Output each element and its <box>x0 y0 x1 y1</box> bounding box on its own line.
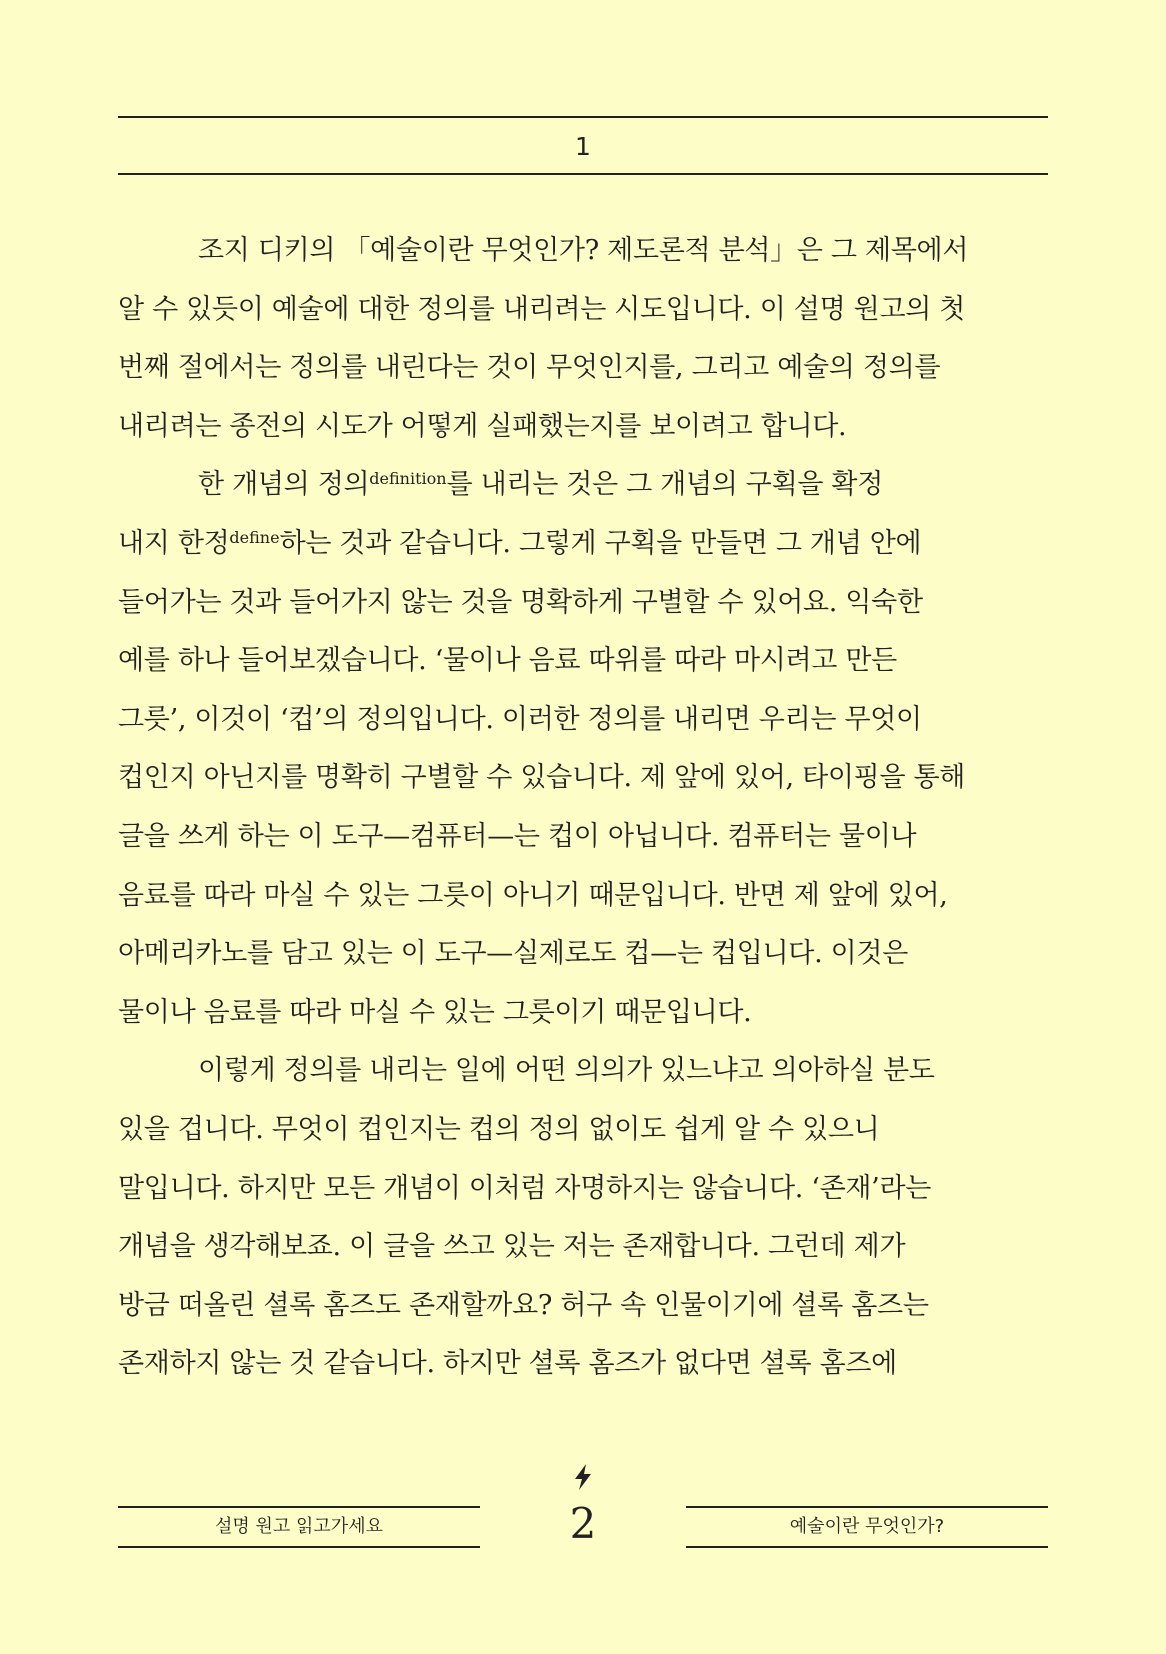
paragraph-line: 있을 겁니다. 무엇이 컵인지는 컵의 정의 없이도 쉽게 알 수 있으니 <box>118 1113 880 1145</box>
paragraph-line: 말입니다. 하지만 모든 개념이 이처럼 자명하지는 않습니다. ‘존재’라는 <box>118 1172 932 1204</box>
body-text <box>118 222 1048 1394</box>
paragraph-line: 존재하지 않는 것 같습니다. 하지만 셜록 홈즈가 없다면 셜록 홈즈에 <box>118 1348 897 1380</box>
paragraph-line: 예를 하나 들어보겠습니다. ‘물이나 음료 따위를 따라 마시려고 만든 <box>118 645 897 677</box>
footer-right-title: 예술이란 무엇인가? <box>686 1506 1048 1548</box>
paragraph-line: 아메리카노를 담고 있는 이 도구—실제로도 컵—는 컵입니다. 이것은 <box>118 938 908 970</box>
paragraph-line: 개념을 생각해보죠. 이 글을 쓰고 있는 저는 존재합니다. 그런데 제가 <box>118 1231 906 1263</box>
paragraph-line: 내리려는 종전의 시도가 어떻게 실패했는지를 보이려고 합니다. <box>118 410 847 442</box>
paragraph-line: 컵인지 아닌지를 명확히 구별할 수 있습니다. 제 앞에 있어, 타이핑을 통해 <box>118 762 966 794</box>
paragraph-2 <box>118 456 1048 1042</box>
paragraph-line: 그릇’, 이것이 ‘컵’의 정의입니다. 이러한 정의를 내리면 우리는 무엇이 <box>118 703 922 735</box>
text-run: 한 개념의 정의 <box>198 469 370 501</box>
paragraph-line <box>118 515 1048 574</box>
term-definition: definition <box>369 469 447 489</box>
paragraph-1 <box>118 222 1048 456</box>
lightning-bolt-icon <box>568 1462 598 1492</box>
paragraph-line: 들어가는 것과 들어가지 않는 것을 명확하게 구별할 수 있어요. 익숙한 <box>118 586 923 618</box>
paragraph-line: 물이나 음료를 따라 마실 수 있는 그릇이기 때문입니다. <box>118 996 752 1028</box>
section-number: 1 <box>575 132 591 161</box>
paragraph-line: 이렇게 정의를 내리는 일에 어떤 의의가 있느냐고 의아하실 분도 <box>198 1055 935 1087</box>
paragraph-3 <box>118 1042 1048 1394</box>
paragraph-line: 방금 떠올린 셜록 홈즈도 존재할까요? 허구 속 인물이기에 셜록 홈즈는 <box>118 1289 929 1321</box>
term-define: define <box>229 527 280 547</box>
paragraph-line <box>118 456 1048 515</box>
text-run: 하는 것과 같습니다. 그렇게 구획을 만들면 그 개념 안에 <box>279 527 922 559</box>
page-number: 2 <box>569 1499 597 1548</box>
text-run: 내지 한정 <box>118 527 230 559</box>
paragraph-line: 음료를 따라 마실 수 있는 그릇이 아니기 때문입니다. 반면 제 앞에 있어, <box>118 879 948 911</box>
paragraph-line: 알 수 있듯이 예술에 대한 정의를 내리려는 시도입니다. 이 설명 원고의 첫 <box>118 293 966 325</box>
header-rule-top <box>118 116 1048 118</box>
paragraph-line: 번째 절에서는 정의를 내린다는 것이 무엇인지를, 그리고 예술의 정의를 <box>118 352 941 384</box>
paragraph-line: 조지 디키의 「예술이란 무엇인가? 제도론적 분석」은 그 제목에서 <box>198 235 969 266</box>
header-rule-bottom <box>118 173 1048 175</box>
text-run: 를 내리는 것은 그 개념의 구획을 확정 <box>446 469 883 501</box>
paragraph-line: 글을 쓰게 하는 이 도구—컴퓨터—는 컵이 아닙니다. 컴퓨터는 물이나 <box>118 820 917 852</box>
footer-left-title: 설명 원고 읽고가세요 <box>118 1506 480 1548</box>
